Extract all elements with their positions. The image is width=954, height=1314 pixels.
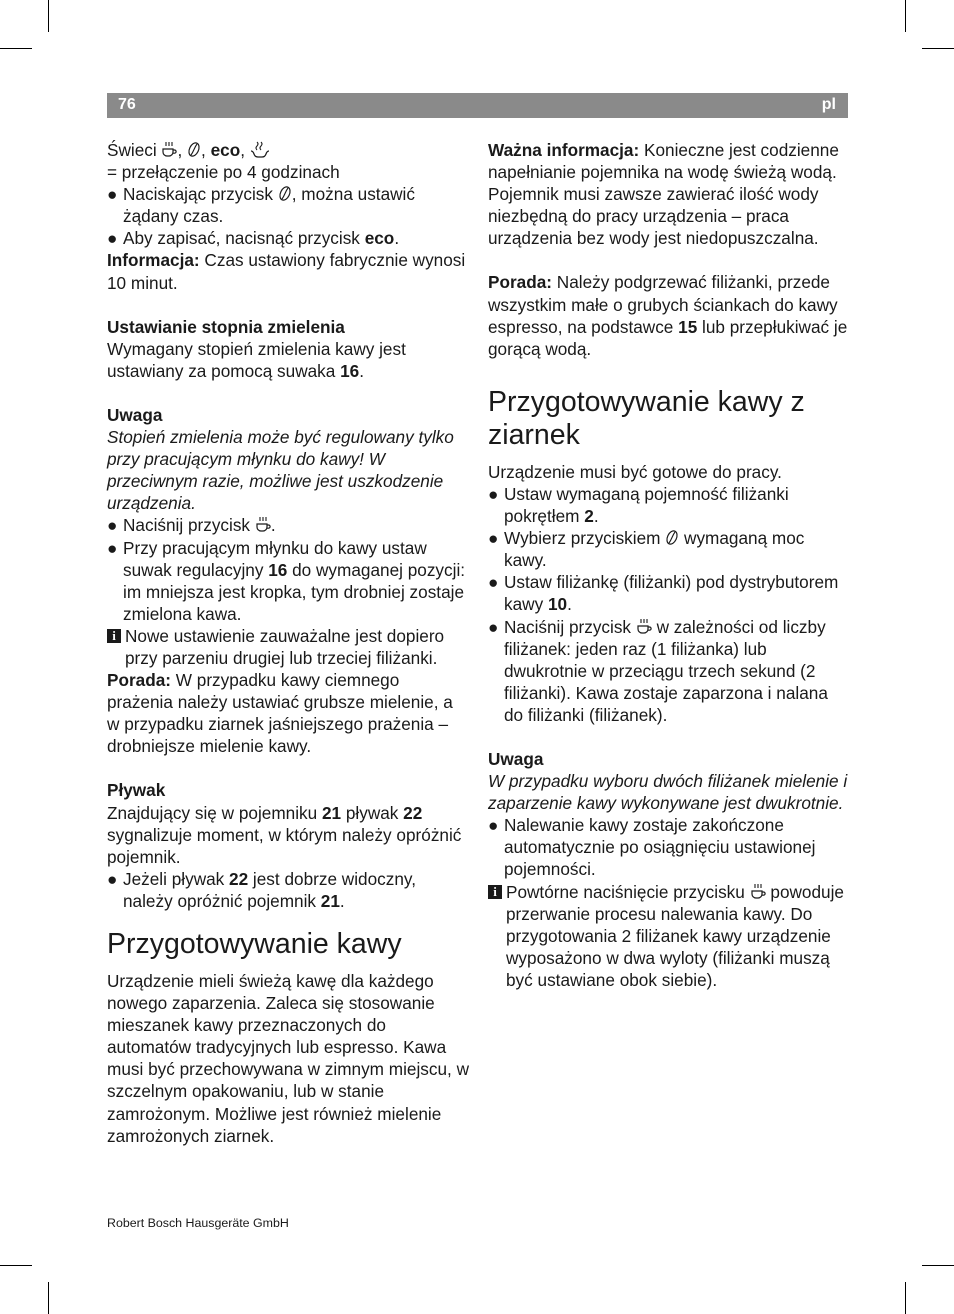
list-item: ● Naciśnij przycisk .	[107, 515, 276, 536]
crop-mark	[48, 0, 49, 32]
section-heading: Przygotowywanie kawy	[107, 928, 402, 960]
tip-text: Porada: Należy podgrzewać filiżanki, przede wszystkim małe o grubych ściankach do kawy espresso, na podstawce 15 lub przepłukiwać je gorącą wodą.	[488, 272, 848, 359]
warning-text: W przypadku wyboru dwóch filiżanek mielenie i zaparzenie kawy wykonywane jest dwukrotnie.	[488, 771, 848, 814]
list-item: ● Nalewanie kawy zostaje zakończone automatycznie po osiągnięciu ustawionej pojemności.	[488, 815, 816, 880]
info-icon: i	[107, 629, 121, 643]
ready-text: Urządzenie musi być gotowe do pracy.	[488, 461, 782, 482]
coffee-cup-icon	[750, 883, 766, 900]
subheading-uwaga: Uwaga	[488, 748, 544, 769]
subheading-grind: Ustawianie stopnia zmielenia	[107, 316, 345, 337]
crop-mark	[0, 48, 32, 49]
crop-mark	[905, 1282, 906, 1314]
bean-strength-icon	[187, 141, 201, 158]
footer-company: Robert Bosch Hausgeräte GmbH	[107, 1216, 289, 1230]
info-item: i Powtórne naciśnięcie przycisku powoduje przerwanie procesu nalewania kawy. Do przygotowania 2 filiżanek kawy urządzenie wyposażono w dwa wyloty (filiżanki muszą być ustawiane obok siebie).	[488, 881, 850, 991]
intro-line: Świeci , , eco,	[107, 139, 469, 161]
list-item: ● Ustaw filiżankę (filiżanki) pod dystrybutorem kawy 10.	[488, 572, 839, 615]
crop-mark	[48, 1282, 49, 1314]
bean-strength-icon	[278, 185, 292, 202]
list-item: ● Przy pracującym młynku do kawy ustaw suwak regulacyjny 16 do wymaganej pozycji: im mniejsza jest kropka, tym drobniej zostaje zmielona kawa.	[107, 537, 466, 624]
list-item: ● Ustaw wymaganą pojemność filiżanki pokrętłem 2.	[488, 483, 789, 527]
coffee-cup-icon	[161, 141, 177, 158]
right-column	[488, 139, 850, 991]
list-item: ● Wybierz przyciskiem wymaganą moc kawy.	[488, 528, 805, 571]
list-item: ● Naciśnij przycisk w zależności od liczby filiżanek: jeden raz (1 filiżanka) lub dwukrotnie w przeciągu trzech sekund (2 filiżanki). Kawa zostaje zaparzona i nalana do filiżanki (filiżanek).	[488, 616, 828, 725]
section-text: Urządzenie mieli świeżą kawę dla każdego nowego zaparzenia. Zaleca się stosowanie mieszanek kawy przeznaczonych do automatów tradycyjnych lub espresso. Kawa musi być przechowywana w zimnym miejscu, w szczelnym opakowaniu, lub w stanie zamrożonym. Możliwe jest również mielenie zamrożonych ziarnek.	[107, 971, 469, 1146]
section-heading: Przygotowywanie kawy z ziarnek	[488, 385, 805, 451]
bean-strength-icon	[665, 529, 679, 546]
switch-line: = przełączenie po 4 godzinach	[107, 162, 340, 183]
crop-mark	[905, 0, 906, 32]
coffee-cup-icon	[636, 618, 652, 635]
crop-mark	[922, 48, 954, 49]
tip-text: Porada: W przypadku kawy ciemnego prażenia należy ustawiać grubsze mielenie, a w przypadku ziarnek jaśniejszego prażenia – drobniejsze mielenie kawy.	[107, 670, 453, 757]
crop-mark	[922, 1265, 954, 1266]
subheading-uwaga: Uwaga	[107, 404, 163, 425]
info-icon: i	[488, 885, 502, 899]
language-code: pl	[821, 96, 836, 113]
warning-text: Stopień zmielenia może być regulowany tylko przy pracującym młynku do kawy! W przeciwnym razie, możliwe jest uszkodzenie urządzenia.	[107, 427, 454, 514]
page-number: 76	[118, 96, 136, 113]
grind-text: Wymagany stopień zmielenia kawy jest ustawiany za pomocą suwaka 16.	[107, 338, 406, 381]
info-note: Informacja: Czas ustawiony fabrycznie wynosi 10 minut.	[107, 250, 466, 293]
steam-icon	[250, 141, 270, 158]
important-note: Ważna informacja: Konieczne jest codzienne napełnianie pojemnika na wodę świeżą wodą. Pojemnik musi zawsze zawierać ilość wody niezbędną do pracy urządzenia – praca urządzenia bez wody jest niedopuszczalna.	[488, 140, 839, 249]
info-item: i Nowe ustawienie zauważalne jest dopiero przy parzeniu drugiej lub trzeciej filiżanki.	[107, 625, 469, 669]
subheading-float: Pływak	[107, 780, 166, 801]
crop-mark	[0, 1265, 32, 1266]
page-header	[107, 93, 848, 118]
coffee-cup-icon	[255, 516, 271, 533]
list-item: ● Aby zapisać, nacisnąć przycisk eco.	[107, 228, 400, 249]
left-column	[107, 139, 469, 1147]
float-text: Znajdujący się w pojemniku 21 pływak 22 sygnalizuje moment, w którym należy opróżnić pojemnik.	[107, 802, 462, 867]
list-item: ● Jeżeli pływak 22 jest dobrze widoczny, należy opróżnić pojemnik 21.	[107, 868, 416, 911]
list-item: ● Naciskając przycisk , można ustawić żądany czas.	[107, 184, 415, 227]
